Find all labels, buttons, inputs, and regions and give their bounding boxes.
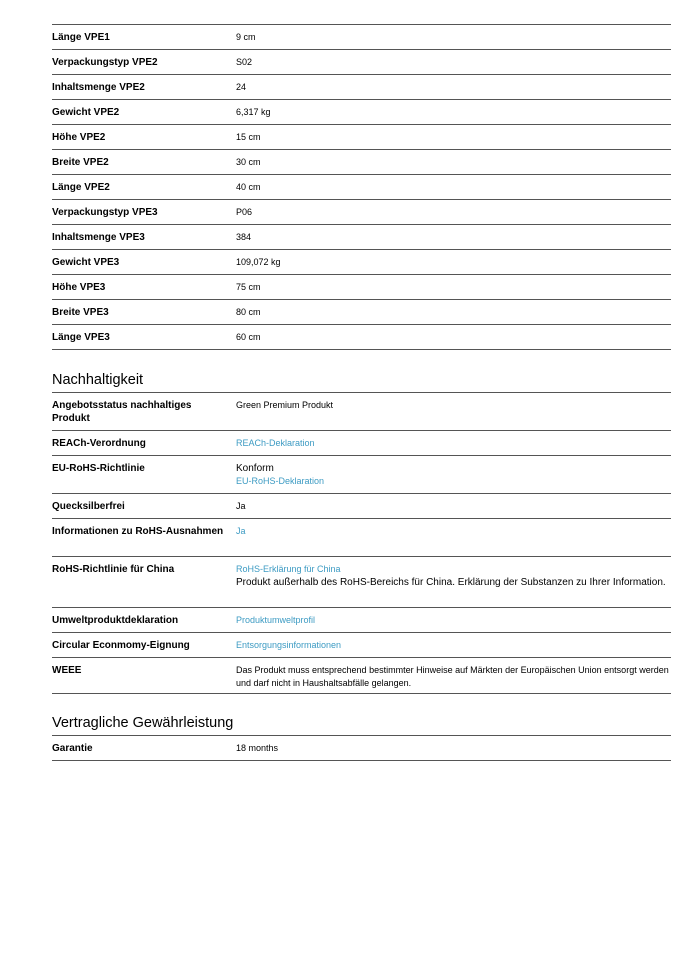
row-label: Informationen zu RoHS-Ausnahmen <box>52 526 224 537</box>
row-label: Gewicht VPE3 <box>52 257 120 268</box>
table-row <box>52 250 671 275</box>
table-row <box>52 275 671 300</box>
row-value: Green Premium Produkt <box>236 400 334 410</box>
disposal-information-link[interactable]: Entsorgungsinformationen <box>236 640 342 650</box>
table-row <box>52 494 671 519</box>
table-row <box>52 125 671 150</box>
row-value: Konform <box>236 463 274 474</box>
row-label: Circular Econmomy-Eignung <box>52 640 190 651</box>
table-row <box>52 736 671 761</box>
table-row <box>52 393 671 431</box>
table-row <box>52 608 671 633</box>
spec-page <box>52 24 671 761</box>
table-row <box>52 431 671 456</box>
table-row <box>52 175 671 200</box>
row-value: 75 cm <box>236 282 261 292</box>
row-label: RoHS-Richtlinie für China <box>52 564 175 575</box>
reach-declaration-link[interactable]: REACh-Deklaration <box>236 438 315 448</box>
china-rohs-declaration-link[interactable]: RoHS-Erklärung für China <box>236 564 341 574</box>
table-row <box>52 75 671 100</box>
row-label: Höhe VPE2 <box>52 132 106 143</box>
row-label: REACh-Verordnung <box>52 438 146 449</box>
table-row <box>52 456 671 494</box>
row-label: Gewicht VPE2 <box>52 107 120 118</box>
row-value: 30 cm <box>236 157 261 167</box>
row-value: 15 cm <box>236 132 261 142</box>
table-row <box>52 557 671 608</box>
table-row <box>52 25 671 50</box>
table-row <box>52 658 671 694</box>
row-label: Verpackungstyp VPE2 <box>52 57 158 68</box>
row-value: 6,317 kg <box>236 107 271 117</box>
warranty-section <box>52 715 671 761</box>
row-label: Länge VPE3 <box>52 332 110 343</box>
row-value: 80 cm <box>236 307 261 317</box>
table-row <box>52 300 671 325</box>
row-value: 109,072 kg <box>236 257 281 267</box>
row-value: 24 <box>236 82 247 92</box>
row-label: Quecksilberfrei <box>52 501 125 512</box>
row-value: Produkt außerhalb des RoHS-Bereichs für China. Erklärung der Substanzen zu Ihrer Information. <box>236 577 666 588</box>
row-value: 60 cm <box>236 332 261 342</box>
table-row <box>52 50 671 75</box>
row-label: Länge VPE2 <box>52 182 110 193</box>
row-label: Angebotsstatus nachhaltiges Produkt <box>52 400 192 424</box>
section-title: Vertragliche Gewährleistung <box>52 715 234 731</box>
row-label: Breite VPE2 <box>52 157 109 168</box>
sustainability-section <box>52 372 671 694</box>
section-title: Nachhaltigkeit <box>52 372 144 388</box>
row-label: Garantie <box>52 743 93 754</box>
table-row <box>52 519 671 557</box>
rohs-exemption-link[interactable]: Ja <box>236 526 246 536</box>
packaging-table <box>52 24 671 350</box>
row-value: 40 cm <box>236 182 261 192</box>
row-label: Länge VPE1 <box>52 32 110 43</box>
row-label: Höhe VPE3 <box>52 282 106 293</box>
row-label: Inhaltsmenge VPE3 <box>52 232 145 243</box>
row-value: 384 <box>236 232 252 242</box>
row-value: P06 <box>236 207 253 217</box>
row-label: Breite VPE3 <box>52 307 109 318</box>
sustainability-table <box>52 392 671 694</box>
warranty-table <box>52 735 671 761</box>
row-label: Verpackungstyp VPE3 <box>52 207 158 218</box>
row-value: Das Produkt muss entsprechend bestimmter Hinweise auf Märkten der Europäischen Union entsorgt werden und darf nicht in Haushaltsabfälle gelangen. <box>236 665 669 688</box>
table-row <box>52 225 671 250</box>
row-label: Umweltproduktdeklaration <box>52 615 179 626</box>
row-label: Inhaltsmenge VPE2 <box>52 82 145 93</box>
row-value: 18 months <box>236 743 279 753</box>
eu-rohs-declaration-link[interactable]: EU-RoHS-Deklaration <box>236 476 325 486</box>
table-row <box>52 150 671 175</box>
table-row <box>52 200 671 225</box>
row-value: Ja <box>236 501 246 511</box>
row-label: WEEE <box>52 665 82 676</box>
row-value: S02 <box>236 57 253 67</box>
row-value: 9 cm <box>236 32 256 42</box>
table-row <box>52 325 671 350</box>
product-environmental-profile-link[interactable]: Produktumweltprofil <box>236 615 316 625</box>
table-row <box>52 100 671 125</box>
table-row <box>52 633 671 658</box>
row-label: EU-RoHS-Richtlinie <box>52 463 145 474</box>
